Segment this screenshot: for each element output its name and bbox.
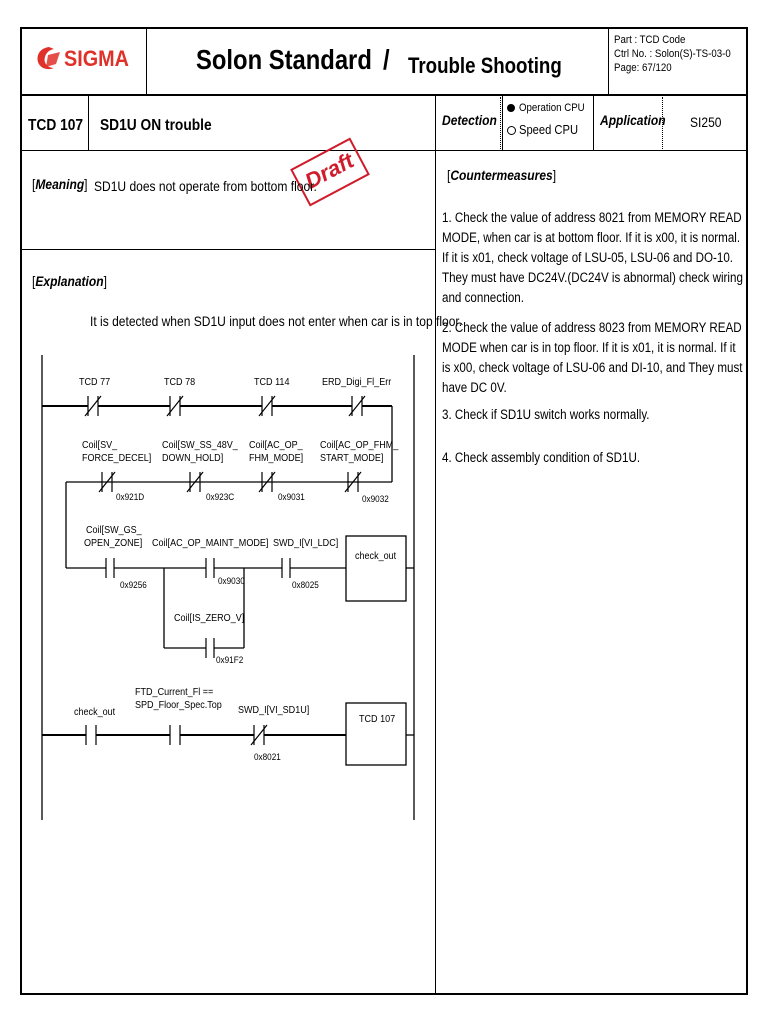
part-info: Part : TCD Code — [614, 34, 686, 46]
countermeasure-4: 4. Check assembly condition of SD1U. — [442, 450, 641, 465]
coil-tcd107: TCD 107 — [359, 713, 396, 725]
ladder-label-sw-gs-1: Coil[SW_GS_ — [86, 524, 142, 536]
page-number: Page: 67/120 — [614, 62, 672, 74]
ladder-label-tcd114: TCD 114 — [254, 376, 290, 388]
ladder-label-tcd78: TCD 78 — [164, 376, 196, 388]
contact-nc-4 — [349, 396, 365, 416]
ctrl-no: Ctrl No. : Solon(S)-TS-03-0 — [614, 48, 731, 60]
ladder-addr-8021: 0x8021 — [254, 752, 281, 763]
ladder-label-maint-mode: Coil[AC_OP_MAINT_MODE] — [152, 537, 269, 549]
ladder-addr-8025: 0x8025 — [292, 580, 319, 591]
detection-label: Detection — [442, 112, 497, 128]
ladder-label-is-zero-v: Coil[IS_ZERO_V] — [174, 612, 245, 624]
detection-opt1-label: Operation CPU — [519, 102, 585, 114]
ladder-label-ac-op-fhm-start-2: START_MODE] — [320, 452, 384, 464]
ladder-label-floor-spec: SPD_Floor_Spec.Top — [135, 699, 222, 711]
ladder-label-ac-op-fhm-2: FHM_MODE] — [249, 452, 304, 464]
ladder-label-sw-ss-1: Coil[SW_SS_48V_ — [162, 439, 238, 451]
contact-nc-7 — [259, 472, 275, 492]
contact-no-6 — [170, 725, 180, 745]
ladder-label-sv-force-decel-1: Coil[SV_ — [82, 439, 118, 451]
ladder-label-vi-sd1u: SWD_I[VI_SD1U] — [238, 704, 310, 716]
meaning-label: [Meaning] — [32, 176, 88, 192]
ladder-label-ac-op-fhm-1: Coil[AC_OP_ — [249, 439, 303, 451]
application-value: SI250 — [690, 114, 722, 130]
detection-opt2-label: Speed CPU — [519, 122, 579, 137]
ladder-label-tcd77: TCD 77 — [79, 376, 111, 388]
tcd-name: SD1U ON trouble — [100, 117, 212, 134]
contact-no-3 — [282, 558, 290, 578]
ladder-addr-9031: 0x9031 — [278, 492, 305, 503]
title-slash: / — [383, 44, 390, 75]
countermeasures-label-text: Countermeasures — [450, 167, 553, 183]
contact-nc-1 — [85, 396, 101, 416]
tcd-code: TCD 107 — [28, 117, 84, 134]
ladder-label-sw-gs-2: OPEN_ZONE] — [84, 537, 143, 549]
ladder-addr-9030: 0x9030 — [218, 576, 245, 587]
countermeasure-2: 2. Check the value of address 8023 from MEMORY READ MODE when car is in top floor. If it is x01, it is normal. If it is x00, check voltage of LSU-06 and DI-10, and They must have DC 0V. — [442, 320, 743, 395]
draft-stamp: Draft — [290, 137, 370, 206]
ladder-label-vi-ldc: SWD_I[VI_LDC] — [273, 537, 339, 549]
ladder-addr-9032: 0x9032 — [362, 494, 389, 505]
ladder-addr-923c: 0x923C — [206, 492, 235, 503]
ladder-label-check-out: check_out — [74, 706, 116, 718]
application-label: Application — [600, 112, 666, 128]
explanation-label: [Explanation] — [32, 273, 107, 289]
contact-no-5 — [86, 725, 96, 745]
ladder-label-ac-op-fhm-start-1: Coil[AC_OP_FHM_ — [320, 439, 399, 451]
ladder-addr-921d: 0x921D — [116, 492, 145, 503]
page-title: Solon Standard — [196, 44, 372, 75]
ladder-addr-91f2: 0x91F2 — [216, 655, 244, 666]
countermeasure-3: 3. Check if SD1U switch works normally. — [442, 407, 650, 422]
meaning-text: SD1U does not operate from bottom floor. — [94, 178, 317, 194]
contact-no-1 — [106, 558, 114, 578]
contact-no-4 — [206, 638, 214, 658]
ladder-addr-9256: 0x9256 — [120, 580, 147, 591]
contact-no-2 — [206, 558, 214, 578]
contact-nc-5 — [99, 472, 115, 492]
contact-nc-9 — [251, 725, 267, 745]
countermeasure-1: 1. Check the value of address 8021 from MEMORY READ MODE, when car is at bottom floor. If it is x00, it is normal. If it is x01, check voltage of LSU-05, LSU-06 and DO-10. They must have DC24V.(DC24V is abnormal) check wiring and connection. — [442, 210, 743, 305]
countermeasures-label: [Countermeasures] — [447, 167, 557, 183]
ladder-label-erd: ERD_Digi_Fl_Err — [322, 376, 392, 388]
ladder-label-ftd-current: FTD_Current_Fl == — [135, 686, 214, 698]
contact-nc-3 — [259, 396, 275, 416]
ladder-label-sw-ss-2: DOWN_HOLD] — [162, 452, 224, 464]
coil-check-out: check_out — [355, 550, 397, 562]
contact-nc-8 — [345, 472, 361, 492]
page-subtitle: Trouble Shooting — [408, 53, 562, 78]
meaning-label-text: Meaning — [35, 176, 85, 192]
explanation-text: It is detected when SD1U input does not enter when car is in top floor. — [90, 313, 463, 329]
ladder-label-sv-force-decel-2: FORCE_DECEL] — [82, 452, 152, 464]
logo-text: SIGMA — [64, 46, 129, 71]
explanation-label-text: Explanation — [35, 273, 104, 289]
